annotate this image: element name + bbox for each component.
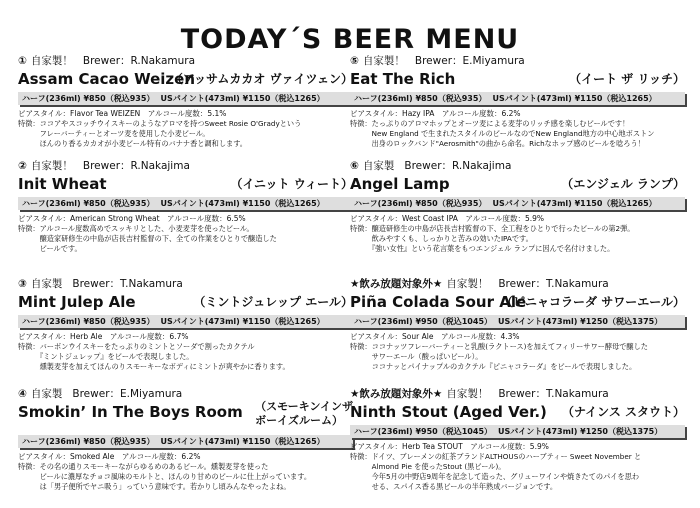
beer-names: [18, 402, 353, 432]
beer-name-en: Init Wheat: [18, 175, 107, 193]
beer-number: ④: [18, 388, 27, 400]
beer-header: [18, 160, 353, 173]
beer-names: [350, 402, 685, 422]
description-line: New England で生まれたスタイルのビールなのでNew England地方の中心地ボストン: [350, 129, 655, 138]
description-line: 特徴：バーボンウイスキーをたっぷりのミントとソーダで割ったカクテル: [18, 342, 255, 351]
beer-names: [18, 292, 353, 312]
beer-name-ja-line: （イート ザ リッチ）: [569, 72, 685, 86]
beer-name-en: Smokin’ In The Boys Room: [18, 403, 243, 421]
beer-style: ビアスタイル：Herb Ale アルコール度数：6.7%: [18, 332, 189, 341]
brewer-name: Brewer：R.Nakajima: [404, 160, 512, 172]
beer-header: [18, 55, 353, 68]
house-made-tag: 自家製: [30, 278, 63, 290]
description-line: 特徴：ココアやスコッチウイスキーのようなアロマを持つSweet Rosie O'Gradyという: [18, 119, 302, 128]
half-price: ハーフ(236ml) ¥850（税込935）: [22, 437, 155, 446]
description-line: 『ミントジュレップ』をビールで表現しました。: [18, 352, 194, 361]
description-line: 特徴：ドイツ、ブレーメンの紅茶ブランドALTHOUSのハーブティー Sweet November と: [350, 452, 642, 461]
beer-description: [18, 342, 353, 372]
beer-description: [18, 119, 353, 149]
beer-name-en: Mint Julep Ale: [18, 293, 136, 311]
beer-header: [18, 278, 353, 291]
house-made-tag: 自家製！: [30, 55, 73, 67]
beer-name-ja-line: ボーイズルーム）: [255, 414, 343, 427]
beer-description: [350, 119, 685, 149]
beer-number: ⑥: [350, 160, 359, 172]
beer-name-en: Piña Colada Sour Ale: [350, 293, 527, 311]
brewer-name: Brewer：E.Miyamura: [414, 55, 525, 67]
menu-title: TODAY´S BEER MENU: [180, 24, 520, 55]
price-bar: [350, 425, 685, 438]
description-line: ビールに濃厚なチョコ風味のモルトと、ほんのり甘めのビールに仕上がっています。: [18, 472, 312, 481]
pint-price: USパイント(473ml) ¥1150（税込1265）: [492, 94, 657, 103]
beer-style: ビアスタイル：American Strong Wheat アルコール度数：6.5%: [18, 214, 246, 223]
price-bar: [18, 435, 353, 448]
beer-style: ビアスタイル：Hazy IPA アルコール度数：6.2%: [350, 109, 521, 118]
beer-names: [18, 69, 353, 89]
half-price: ハーフ(236ml) ¥850（税込935）: [354, 199, 487, 208]
beer-style: ビアスタイル：Flavor Tea WEIZEN アルコール度数：5.1%: [18, 109, 227, 118]
brewer-name: Brewer：T.Nakamura: [72, 278, 183, 290]
pint-price: USパイント(473ml) ¥1150（税込1265）: [160, 94, 325, 103]
beer-name-en: Eat The Rich: [350, 70, 456, 88]
beer-card: [350, 55, 685, 149]
description-line: 飲みやすくも、しっかりと苦みの効いたIPAです。: [350, 234, 533, 243]
half-price: ハーフ(236ml) ¥850（税込935）: [22, 94, 155, 103]
beer-name-ja: [171, 71, 353, 87]
pint-price: USパイント(473ml) ¥1150（税込1265）: [160, 199, 325, 208]
beer-description: [350, 342, 685, 372]
beer-names: [18, 174, 353, 194]
half-price: ハーフ(236ml) ¥850（税込935）: [22, 317, 155, 326]
beer-names: [350, 292, 685, 312]
description-line: 『強い女性』という花言葉をもつエンジェル ランプに因んで名付けました。: [350, 244, 615, 253]
beer-name-ja-line: （エンジェル ランプ）: [561, 177, 685, 191]
beer-name-ja-line: （ミントジュレップ エール）: [193, 295, 353, 309]
description-line: 特徴：ココナッツフレーバーティーと乳酸(ラクトース)を加えてフィリーサワー酵母で醸した: [350, 342, 648, 351]
description-line: 出身のロックバンド"Aerosmith"の曲から命名。Richなホップ感のビールを唸ろう！: [350, 139, 645, 148]
house-made-tag: 自家製！: [446, 388, 489, 400]
description-line: ココナッとパイナップルのカクテル『ピニャコラーダ』をビールで表現しました。: [350, 362, 637, 371]
pint-price: USパイント(473ml) ¥1250（税込1375）: [498, 427, 663, 436]
beer-name-en: Ninth Stout (Aged Ver.): [350, 403, 547, 421]
beer-card: [350, 388, 685, 492]
beer-card: [18, 55, 353, 149]
pint-price: USパイント(473ml) ¥1150（税込1265）: [492, 199, 657, 208]
beer-style: ビアスタイル：Smoked Ale アルコール度数：6.2%: [18, 452, 201, 461]
price-bar: [350, 315, 685, 328]
beer-header: [350, 388, 685, 401]
brewer-name: Brewer：R.Nakamura: [82, 55, 196, 67]
beer-name-ja: [255, 400, 353, 428]
beer-style: ビアスタイル：Herb Tea STOUT アルコール度数：5.9%: [350, 442, 549, 451]
price-bar: [18, 197, 353, 210]
description-line: ほんのり香るカカオが小麦ビール特有のバナナ香と調和します。: [18, 139, 247, 148]
beer-name-ja-line: （ナインス スタウト）: [562, 405, 685, 419]
beer-description: [18, 224, 353, 254]
beer-style: ビアスタイル：West Coast IPA アルコール度数：5.9%: [350, 214, 545, 223]
beer-description: [350, 452, 685, 492]
beer-name-ja: [569, 71, 685, 87]
beer-number: ③: [18, 278, 27, 290]
beer-name-ja: [193, 294, 353, 310]
brewer-name: Brewer：T.Nakamura: [498, 388, 609, 400]
half-price: ハーフ(236ml) ¥950（税込1045）: [354, 427, 493, 436]
beer-name-ja: [561, 176, 685, 192]
house-made-tag: 自家製！: [30, 160, 73, 172]
description-line: 特徴：醸造研修生の中島が店長吉村監督の下、全工程をひとりで行ったビールの第2弾。: [350, 224, 635, 233]
description-line: フレーバーティーとオーツ麦を使用した小麦ビール。: [18, 129, 210, 138]
description-line: 今年5月の中野店9周年を記念して造った、グリューワインや焼きたてのパイを思わ: [350, 472, 640, 481]
house-made-tag: 自家製: [362, 160, 395, 172]
beer-name-ja-line: （イニット ウィート）: [230, 177, 353, 191]
beer-name-ja-line: （ピニャコラーダ サワーエール）: [501, 295, 685, 309]
half-price: ハーフ(236ml) ¥850（税込935）: [22, 199, 155, 208]
beer-number: ①: [18, 55, 27, 67]
house-made-tag: 自家製！: [362, 55, 405, 67]
description-line: 特徴：アルコール度数高めでスッキリとした、小麦麦芽を使ったビール。: [18, 224, 254, 233]
description-line: Almond Pie を使ったStout (黒ビール)。: [350, 462, 506, 471]
beer-card: [18, 388, 353, 492]
house-made-tag: 自家製: [30, 388, 63, 400]
beer-description: [18, 462, 353, 492]
brewer-name: Brewer：R.Nakajima: [82, 160, 190, 172]
description-line: は「男子便所でヤニ吸う」っていう意味です。若かりし頃みんなやったよね。: [18, 482, 291, 491]
beer-name-en: Angel Lamp: [350, 175, 450, 193]
price-bar: [18, 92, 353, 105]
description-line: 特徴：たっぷりのアロマホップとオーツ麦による麦芽のリッチ感を楽しむビールです！: [350, 119, 630, 128]
beer-description: [350, 224, 685, 254]
beer-number: ★飲み放題対象外★: [350, 388, 443, 400]
pint-price: USパイント(473ml) ¥1150（税込1265）: [160, 317, 325, 326]
beer-names: [350, 69, 685, 89]
pint-price: USパイント(473ml) ¥1150（税込1265）: [160, 437, 325, 446]
beer-card: [350, 160, 685, 254]
beer-name-en: Assam Cacao Weizen: [18, 70, 196, 88]
beer-card: [350, 278, 685, 372]
description-line: ビールです。: [18, 244, 82, 253]
beer-name-ja-line: （アッサムカカオ ヴァイツェン）: [170, 72, 353, 86]
beer-name-ja: [231, 176, 354, 192]
beer-name-ja: [501, 294, 685, 310]
pint-price: USパイント(473ml) ¥1250（税込1375）: [498, 317, 663, 326]
beer-card: [18, 278, 353, 372]
beer-names: [350, 174, 685, 194]
brewer-name: Brewer：E.Miyamura: [72, 388, 183, 400]
beer-card: [18, 160, 353, 254]
description-line: せる、スパイス香る黒ビールの半年熟成バージョンです。: [350, 482, 558, 491]
beer-style: ビアスタイル：Sour Ale アルコール度数：4.3%: [350, 332, 520, 341]
beer-number: ★飲み放題対象外★: [350, 278, 443, 290]
beer-header: [350, 160, 685, 173]
beer-name-ja-line: （スモーキンインザ: [255, 400, 353, 413]
beer-name-ja: [562, 404, 685, 420]
half-price: ハーフ(236ml) ¥950（税込1045）: [354, 317, 493, 326]
price-bar: [350, 197, 685, 210]
beer-number: ⑤: [350, 55, 359, 67]
beer-header: [350, 278, 685, 291]
beer-header: [350, 55, 685, 68]
house-made-tag: 自家製！: [446, 278, 489, 290]
price-bar: [350, 92, 685, 105]
description-line: サワーエール（酸っぱいビール）。: [350, 352, 483, 361]
description-line: 醸造家研修生の中島が店長吉村監督の下、全ての作業をひとりで醸造した: [18, 234, 277, 243]
half-price: ハーフ(236ml) ¥850（税込935）: [354, 94, 487, 103]
description-line: 燻製麦芽を加えてほんのりスモーキーなボディにミントが爽やかに香ります。: [18, 362, 290, 371]
price-bar: [18, 315, 353, 328]
description-line: 特徴：その名の通りスモーキーながらゆるめのあるビール。燻製麦芽を使った: [18, 462, 269, 471]
brewer-name: Brewer：T.Nakamura: [498, 278, 609, 290]
beer-number: ②: [18, 160, 27, 172]
